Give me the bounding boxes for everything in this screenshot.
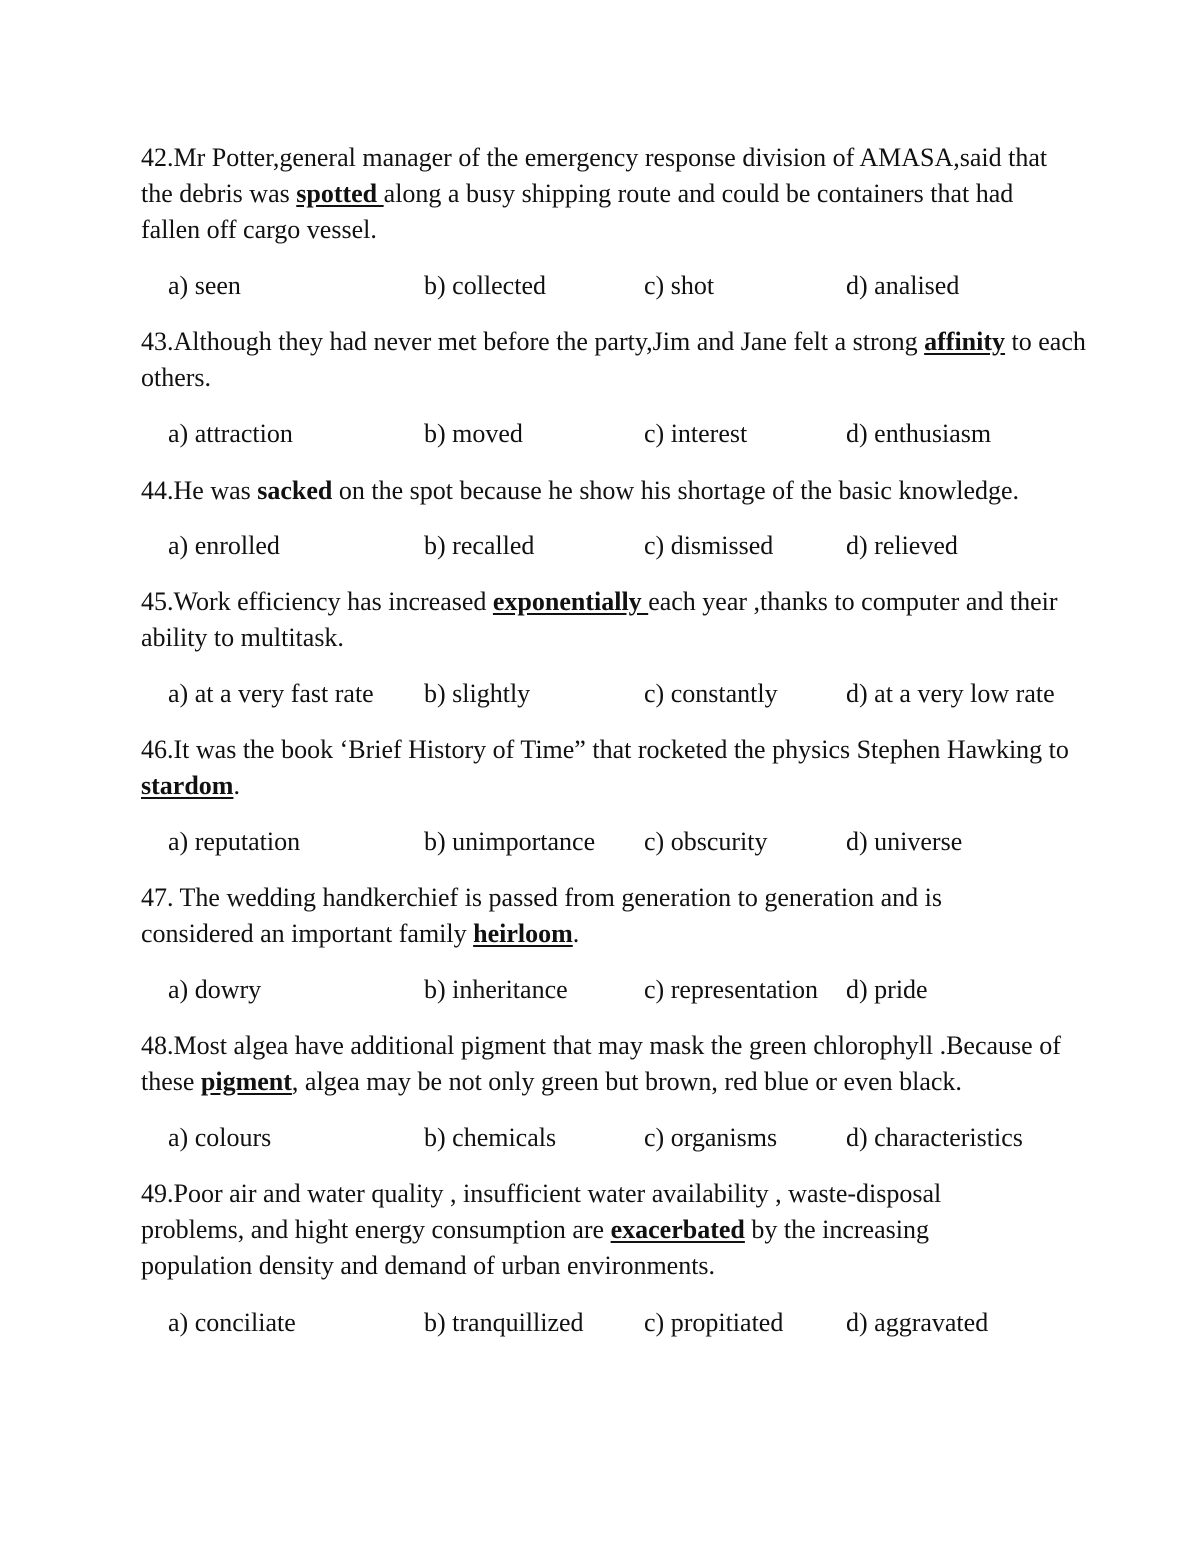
question-44 [141,473,1131,509]
question-text: on the spot because he show his shortage of the basic knowledge. [332,476,1020,505]
option-a[interactable]: a) reputation [168,827,301,856]
option-a[interactable]: a) conciliate [168,1308,296,1337]
target-word: exacerbated [610,1215,745,1244]
question-text: 46.It was the book ‘Brief History of Time” that rocketed the physics Stephen Hawking to [141,735,1069,764]
target-word: spotted [296,179,384,208]
option-b[interactable]: b) slightly [424,679,531,708]
option-c[interactable]: c) propitiated [644,1308,784,1337]
option-c[interactable]: c) organisms [644,1123,778,1152]
question-text: to each others. [141,327,1086,392]
question-text: , algea may be not only green but brown, red blue or even black. [291,1067,962,1096]
option-d[interactable]: d) at a very low rate [846,679,1055,708]
option-d[interactable]: d) aggravated [846,1308,989,1337]
option-a[interactable]: a) attraction [168,419,293,448]
question-text: each year ,thanks to computer and their ability to multitask. [141,587,1058,652]
question-47 [141,880,1041,952]
question-text: 43.Although they had never met before the party,Jim and Jane felt a strong [141,327,925,356]
option-b[interactable]: b) unimportance [424,827,596,856]
option-d[interactable]: d) analised [846,271,960,300]
question-43 [141,324,1091,396]
question-text: . [572,919,580,948]
option-c[interactable]: c) dismissed [644,531,774,560]
question-text: along a busy shipping route and could be containers that had fallen off cargo vessel. [141,179,1014,244]
question-text: 42.Mr Potter,general manager of the emergency response division of AMASA,said that the debris was [141,143,1048,208]
option-b[interactable]: b) moved [424,419,523,448]
option-c[interactable]: c) shot [644,271,715,300]
option-d[interactable]: d) pride [846,975,928,1004]
option-b[interactable]: b) tranquillized [424,1308,584,1337]
option-c[interactable]: c) constantly [644,679,778,708]
target-word: heirloom [473,919,573,948]
question-49 [141,1176,1011,1284]
option-b[interactable]: b) chemicals [424,1123,557,1152]
question-text: 48.Most algea have additional pigment that may mask the green chlorophyll .Because of these [141,1031,1061,1096]
question-46 [141,732,1131,804]
question-45 [141,584,1071,656]
option-b[interactable]: b) recalled [424,531,535,560]
option-b[interactable]: b) collected [424,271,546,300]
option-a[interactable]: a) colours [168,1123,272,1152]
option-c[interactable]: c) representation [644,975,818,1004]
option-a[interactable]: a) dowry [168,975,262,1004]
target-word: stardom [141,771,234,800]
option-c[interactable]: c) interest [644,419,748,448]
question-text: 49.Poor air and water quality , insufficient water availability , waste-disposal problems, and hight energy consumption are [141,1179,942,1244]
target-word: affinity [924,327,1006,356]
option-d[interactable]: d) characteristics [846,1123,1023,1152]
option-d[interactable]: d) universe [846,827,963,856]
question-text: 47. The wedding handkerchief is passed from generation to generation and is considered an important family [141,883,942,948]
option-c[interactable]: c) obscurity [644,827,768,856]
question-text: . [233,771,240,800]
question-42 [141,140,1071,248]
option-a[interactable]: a) seen [168,271,241,300]
option-a[interactable]: a) enrolled [168,531,280,560]
target-word: pigment [200,1067,292,1096]
option-b[interactable]: b) inheritance [424,975,568,1004]
question-text: by the increasing population density and demand of urban environments. [141,1215,929,1280]
question-text: 44.He was [141,476,258,505]
option-d[interactable]: d) enthusiasm [846,419,992,448]
option-d[interactable]: d) relieved [846,531,958,560]
target-word: sacked [257,476,333,505]
target-word: exponentially [492,587,649,616]
question-48 [141,1028,1101,1100]
question-text: 45.Work efficiency has increased [141,587,493,616]
option-a[interactable]: a) at a very fast rate [168,679,374,708]
